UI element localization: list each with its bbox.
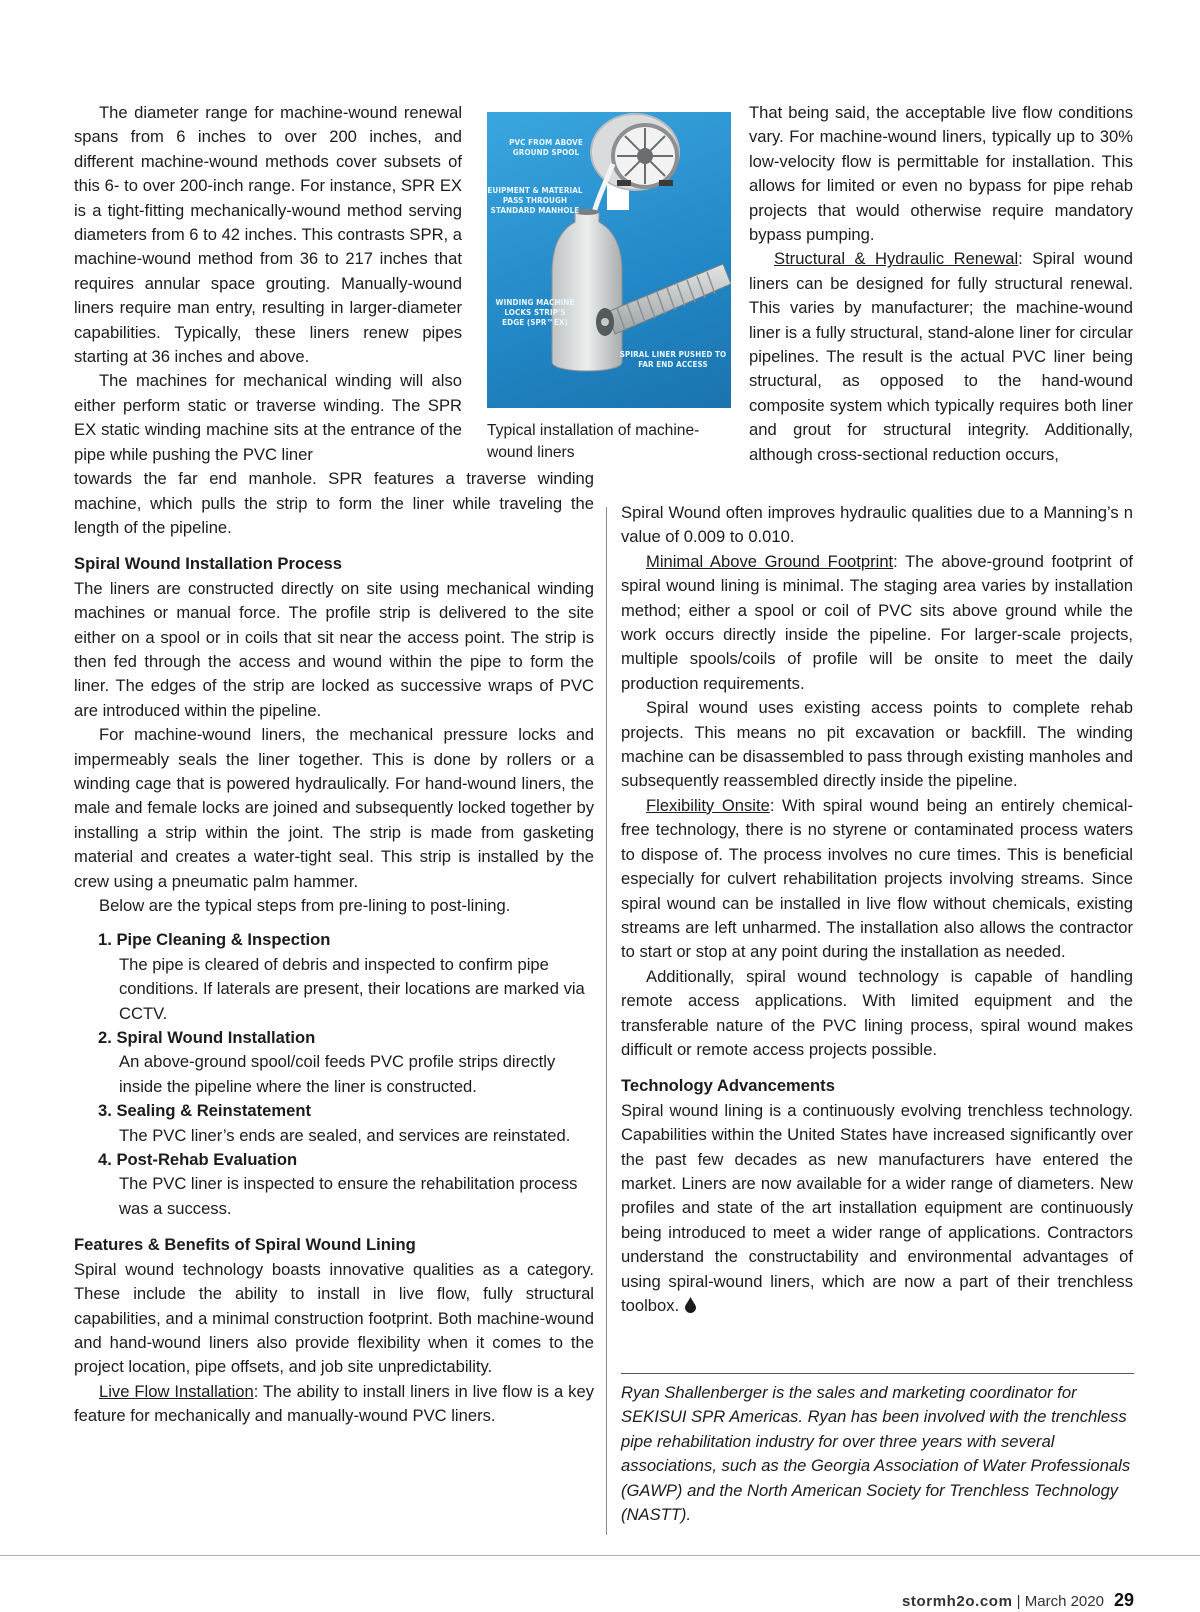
- paragraph: The diameter range for machine-wound renewal spans from 6 inches to over 200 inches, and different machine-wound methods cover subsets of this 6- to over 200-inch range. For instance, SPR EX is a tight-fitting mechanically-wound method serving diameters from 6 to 42 inches. This contrasts SPR, a machine-wound method from 36 to 217 inches that requires annular space grouting. Manually-wound liners require man entry, resulting in larger-diameter capabilities. Typically, these liners renew pipes starting at 36 inches and above.: [74, 103, 462, 367]
- paragraph: [749, 247, 1133, 467]
- step-description: The pipe is cleared of debris and inspected to confirm pipe conditions. If laterals are present, their locations are marked via CCTV.: [119, 954, 585, 1023]
- paragraph: Spiral Wound often improves hydraulic qualities due to a Manning’s n value of 0.009 to 0.010.: [621, 503, 1133, 547]
- author-name: Ryan Shallenberger: [621, 1383, 768, 1402]
- step-number: 3.: [98, 1101, 112, 1121]
- issue-date: March 2020: [1024, 1593, 1104, 1610]
- paragraph: Below are the typical steps from pre-lining to post-lining.: [99, 896, 511, 915]
- footer-rule: [0, 1555, 1200, 1556]
- paragraph-text: : The above-ground footprint of spiral wound lining is minimal. The staging area varies by installation method; either a spool or coil of PVC sits above ground while the work occurs directly inside the pipeline. For larger-scale projects, multiple spools/coils of profile will be onsite to meet the daily production requirements.: [621, 551, 1133, 693]
- subheading: Flexibility Onsite: [646, 795, 770, 815]
- page-footer: [902, 1590, 1134, 1612]
- paragraph: [621, 1099, 1133, 1319]
- paragraph: The machines for mechanical winding will also either perform static or traverse winding. The SPR EX static winding machine sits at the entrance of the pipe while pushing the PVC liner: [74, 371, 462, 464]
- paragraph: That being said, the acceptable live flow conditions vary. For machine-wound liners, typically up to 30% low-velocity flow is permittable for installation. This allows for limited or even no bypass for pipe rehab projects that would otherwise require mandatory bypass pumping.: [749, 103, 1133, 245]
- paragraph-text: : Spiral wound liners can be designed for fully structural renewal. This varies by manufacturer; the machine-wound liner is a fully structural, stand-alone liner for circular pipelines. The result is the actual PVC liner being structural, as opposed to the hand-wound composite system which typically requires both liner and grout for structural integrity. Additionally, although cross-sectional reduction occurs,: [749, 249, 1134, 464]
- step-title: Spiral Wound Installation: [116, 1028, 316, 1048]
- paragraph: [621, 794, 1133, 965]
- figure-label-winding: WINDING MACHINE LOCKS STRIP'S EDGE (SPR™EX): [495, 298, 575, 327]
- step-description: The PVC liner is inspected to ensure the rehabilitation process was a success.: [119, 1174, 578, 1218]
- step-number: 4.: [98, 1150, 112, 1170]
- paragraph: The liners are constructed directly on site using mechanical winding machines or manual force. The profile strip is delivered to the site either on a spool or in coils that sit near the access point. The strip is then fed through the access and wound within the pipe to form the liner. The edges of the strip are locked as successive wraps of PVC are introduced within the pipeline.: [74, 578, 594, 720]
- figure-label-pvc: PVC FROM ABOVE GROUND SPOOL: [509, 138, 583, 157]
- paragraph-text: : With spiral wound being an entirely chemical-free technology, there is no styrene or contaminated process waters to dispose of. The process involves no cure times. This is beneficial especially for culvert rehabilitation projects involving streams. Since spiral wound can be installed in live flow without chemicals, existing streams are left unharmed. The installation also allows the contractor to start or stop at any point during the installation as needed.: [621, 795, 1133, 962]
- figure-caption: Typical installation of machine-wound liners: [487, 422, 700, 461]
- list-item: [98, 1148, 594, 1221]
- figure-label-spiral: SPIRAL LINER PUSHED TO FAR END ACCESS: [619, 350, 727, 369]
- list-item: [98, 928, 594, 1026]
- water-drop-icon: [685, 1297, 696, 1313]
- left-column: [74, 101, 594, 1429]
- step-description: An above-ground spool/coil feeds PVC profile strips directly inside the pipeline where the liner is constructed.: [119, 1052, 556, 1096]
- step-title: Post-Rehab Evaluation: [116, 1150, 298, 1170]
- list-item: [98, 1099, 594, 1148]
- section-heading: Features & Benefits of Spiral Wound Lining: [74, 1235, 416, 1255]
- step-description: The PVC liner’s ends are sealed, and services are reinstated.: [119, 1125, 571, 1145]
- author-bio-text: is the sales and marketing coordinator for SEKISUI SPR Americas. Ryan has been involved with the trenchless pipe rehabilitation industry for over three years with several associations, such as the Georgia Association of Water Professionals (GAWP) and the North American Society for Trenchless Technology (NASTT).: [621, 1383, 1131, 1525]
- list-item: [98, 1026, 594, 1099]
- paragraph-text: Spiral wound lining is a continuously evolving trenchless technology. Capabilities within the United States have increased significantly over the past few decades as new manufacturers have entered the market. Liners are now available for a wider range of diameters. New profiles and state of the art installation equipment are continuously being introduced to meet a wider range of applications. Contractors understand the constructability and environmental advantages of using spiral-wound liners, which are now a part of their trenchless toolbox.: [621, 1100, 1133, 1315]
- bio-divider: [621, 1373, 1134, 1374]
- paragraph: For machine-wound liners, the mechanical pressure locks and impermeably seals the liner together. This is done by rollers or a winding cage that is powered hydraulically. For hand-wound liners, the male and female locks are joined and subsequently locked together by installing a strip within the joint. The strip is made from gasketing material and creates a water-tight seal. This strip is installed by the crew using a pneumatic palm hammer.: [74, 725, 594, 891]
- paragraph: Spiral wound technology boasts innovative qualities as a category. These include the ability to install in live flow, fully structural capabilities, and a minimal construction footprint. Both machine-wound and hand-wound liners also provide flexibility when it comes to the project location, pipe offsets, and job site unpredictability.: [74, 1259, 594, 1377]
- right-top-column: [749, 101, 1133, 467]
- step-title: Sealing & Reinstatement: [116, 1101, 312, 1121]
- subheading: Minimal Above Ground Footprint: [646, 551, 894, 571]
- paragraph: Spiral wound uses existing access points to complete rehab projects. This means no pit excavation or backfill. The winding machine can be disassembled to pass through existing manholes and subsequently reassembled directly inside the pipeline.: [621, 698, 1133, 791]
- page-number: 29: [1113, 1590, 1134, 1610]
- paragraph: towards the far end manhole. SPR features a traverse winding machine, which pulls the strip to form the liner while traveling the length of the pipeline.: [74, 469, 594, 537]
- figure-label-equipment: EUIPMENT & MATERIAL PASS THROUGH STANDARD MANHOLE: [487, 186, 583, 215]
- step-number: 2.: [98, 1028, 112, 1048]
- section-heading: Spiral Wound Installation Process: [74, 554, 343, 574]
- site-name: stormh2o.com: [901, 1593, 1013, 1610]
- subheading: Structural & Hydraulic Renewal: [774, 249, 1019, 269]
- steps-list: [98, 928, 594, 1221]
- footer-separator: |: [1012, 1593, 1025, 1610]
- paragraph: [621, 550, 1133, 696]
- paragraph: Additionally, spiral wound technology is capable of handling remote access applications. With limited equipment and the transferable nature of the PVC lining process, spiral wound makes difficult or remote access projects possible.: [621, 966, 1133, 1059]
- step-number: 1.: [98, 930, 112, 950]
- paragraph: [74, 1380, 594, 1429]
- paragraph-text: : The ability to install liners in live flow is a key feature for mechanically and manually-wound PVC liners.: [74, 1381, 594, 1426]
- subheading: Live Flow Installation: [99, 1381, 254, 1401]
- left-top-block: [74, 101, 462, 467]
- section-heading: Technology Advancements: [621, 1076, 835, 1096]
- author-bio: [621, 1381, 1133, 1527]
- right-column: [621, 501, 1133, 1318]
- column-divider: [606, 507, 607, 1535]
- spool-icon: [591, 114, 679, 210]
- step-title: Pipe Cleaning & Inspection: [116, 930, 331, 950]
